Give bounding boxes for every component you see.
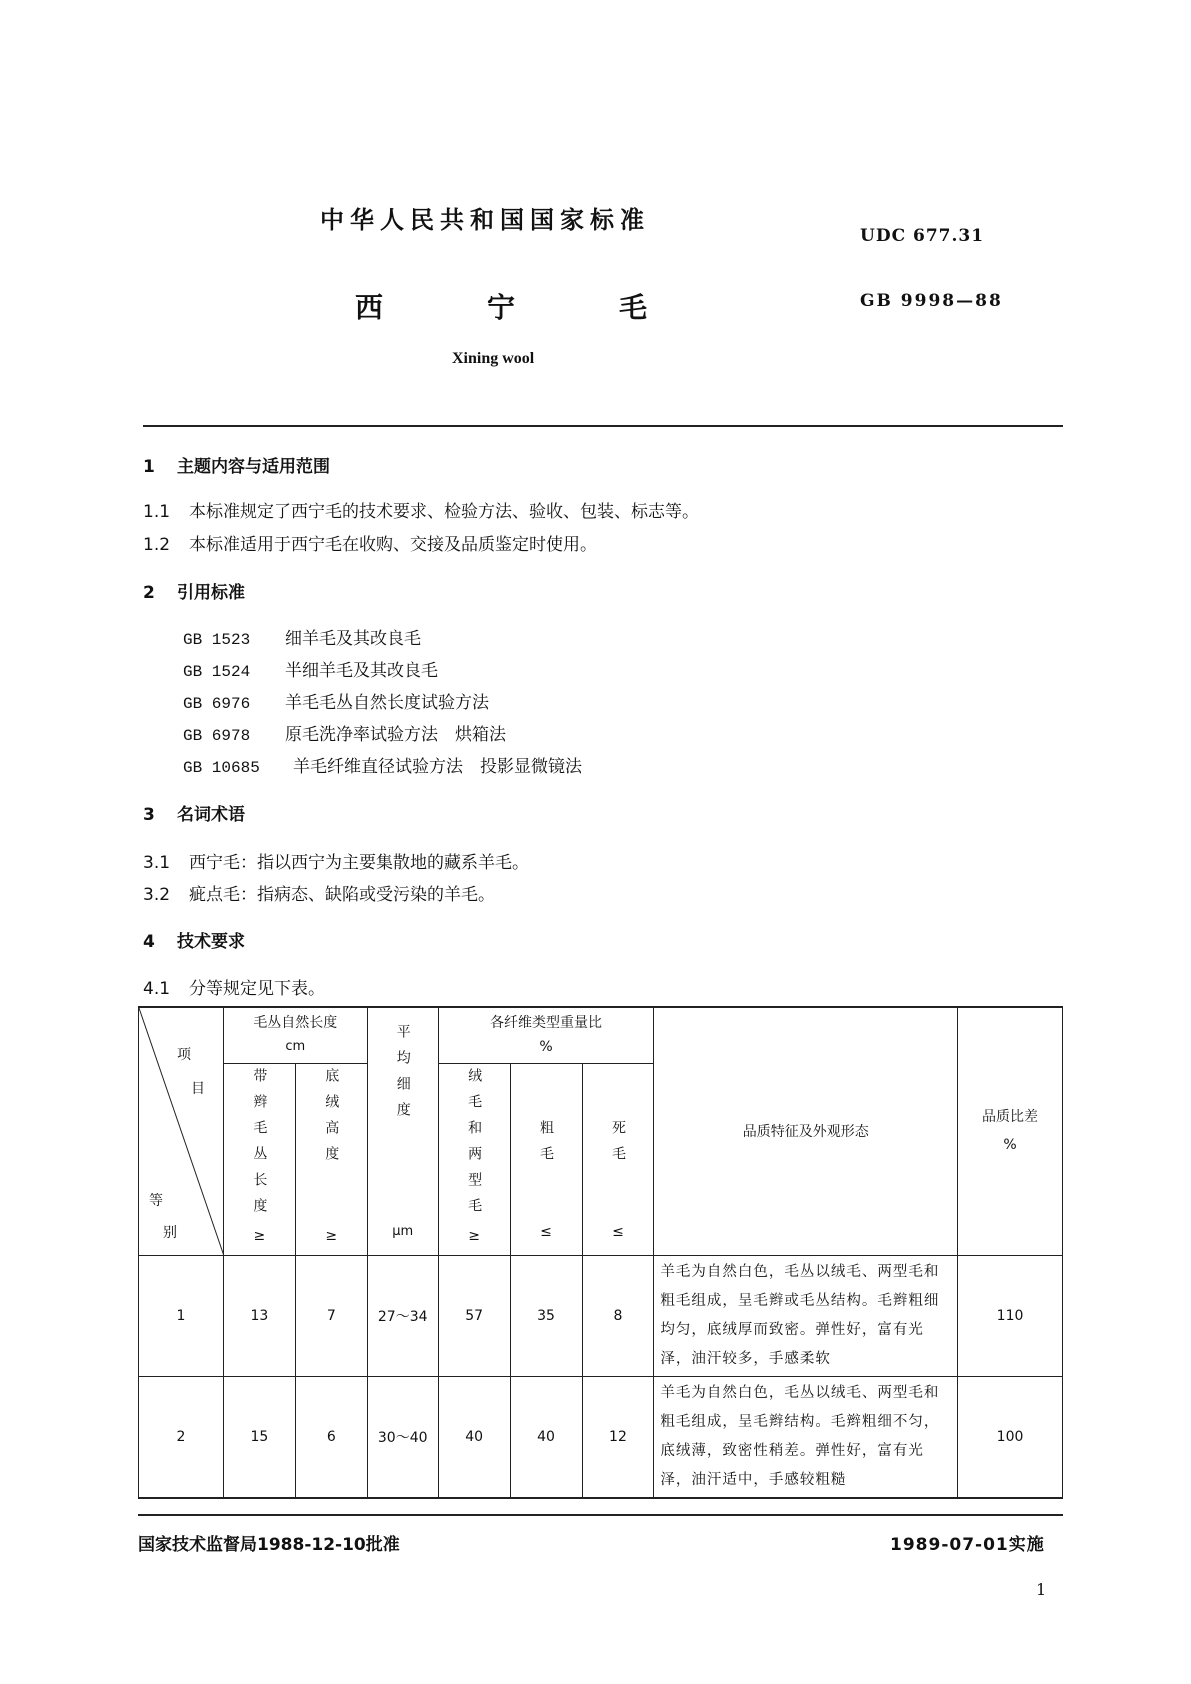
clause-text: 分等规定见下表。 [189, 979, 325, 999]
ref-title: 半细羊毛及其改良毛 [285, 661, 438, 681]
ref-item [183, 688, 489, 713]
lock-length-symbol: ≥ [253, 1227, 266, 1244]
section-title: 主题内容与适用范围 [177, 457, 330, 477]
section-1-heading [143, 452, 330, 477]
ref-title: 羊毛毛丛自然长度试验方法 [285, 693, 489, 713]
section-4-heading [143, 927, 245, 952]
fineness-unit: μm [392, 1223, 414, 1239]
length-group-unit: cm [285, 1039, 306, 1055]
down-header [438, 1063, 510, 1255]
clause-3-2 [143, 880, 495, 905]
fineness-header [367, 1007, 438, 1255]
grade-cell: 2 [139, 1376, 224, 1498]
ref-code: GB 1523 [183, 631, 251, 649]
undercoat-symbol: ≥ [325, 1227, 338, 1244]
coarse-label: 粗毛 [538, 1119, 555, 1172]
english-title: Xining wool [452, 350, 535, 367]
section-number: 3 [143, 805, 155, 825]
table-row [139, 1376, 1063, 1498]
dead-header [582, 1063, 654, 1255]
section-2-heading [143, 578, 245, 603]
undercoat-label: 底绒高度 [323, 1067, 340, 1172]
clause-number: 1.1 [143, 502, 171, 522]
dead-symbol: ≤ [612, 1223, 624, 1240]
lock-cell: 15 [223, 1376, 295, 1498]
ref-title: 原毛洗净率试验方法 烘箱法 [285, 725, 506, 745]
clause-text: 西宁毛：指以西宁为主要集散地的藏系羊毛。 [189, 853, 529, 873]
clause-number: 4.1 [143, 979, 171, 999]
clause-text: 本标准适用于西宁毛在收购、交接及品质鉴定时使用。 [189, 535, 597, 555]
dead-cell: 12 [582, 1376, 654, 1498]
title-char-2: 宁 [487, 291, 516, 324]
dead-label: 死毛 [609, 1119, 626, 1172]
dead-cell: 8 [582, 1255, 654, 1376]
grade-cell: 1 [139, 1255, 224, 1376]
under-cell: 6 [295, 1376, 367, 1498]
ref-title: 羊毛纤维直径试验方法 投影显微镜法 [293, 757, 582, 777]
down-cell: 57 [438, 1255, 510, 1376]
clause-text: 本标准规定了西宁毛的技术要求、检验方法、验收、包装、标志等。 [189, 502, 699, 522]
desc-header-label: 品质特征及外观形态 [742, 1124, 869, 1141]
clause-4-1 [143, 974, 325, 999]
undercoat-header [295, 1063, 367, 1255]
ref-code: GB 6976 [183, 695, 251, 713]
desc-cell: 羊毛为自然白色，毛丛以绒毛、两型毛和粗毛组成，呈毛辫或毛丛结构。毛辫粗细均匀，底绒厚而致密。弹性好，富有光泽，油汗较多，手感柔软 [654, 1255, 958, 1376]
ratio-header [958, 1007, 1063, 1255]
section-number: 2 [143, 583, 155, 603]
coarse-header [510, 1063, 582, 1255]
ratio-header-unit: % [1003, 1137, 1017, 1154]
section-number: 1 [143, 457, 155, 477]
clause-3-1 [143, 848, 529, 873]
down-label: 绒毛和两型毛 [466, 1067, 483, 1224]
coarse-cell: 40 [510, 1376, 582, 1498]
ref-item [183, 752, 582, 777]
lock-cell: 13 [223, 1255, 295, 1376]
section-title: 技术要求 [177, 932, 245, 952]
corner-label-bie: 别 [163, 1225, 177, 1241]
ratio-cell: 110 [958, 1255, 1063, 1376]
clause-text: 疵点毛：指病态、缺陷或受污染的羊毛。 [189, 885, 495, 905]
top-rule [143, 425, 1063, 427]
ref-code: GB 1524 [183, 663, 251, 681]
desc-header [654, 1007, 958, 1255]
section-title: 名词术语 [177, 805, 245, 825]
length-group-label: 毛丛自然长度 [253, 1015, 338, 1032]
fiber-group-header [438, 1007, 654, 1063]
udc-code: UDC 677.31 [860, 226, 985, 246]
bottom-rule [138, 1514, 1063, 1516]
fineness-label: 平均细度 [394, 1023, 411, 1128]
grading-table [138, 1006, 1063, 1499]
down-cell: 40 [438, 1376, 510, 1498]
effective-date: 1989-07-01实施 [890, 1535, 1045, 1555]
corner-label-item: 项 [177, 1047, 191, 1063]
section-3-heading [143, 800, 245, 825]
clause-number: 3.1 [143, 853, 171, 873]
clause-number: 1.2 [143, 535, 171, 555]
title-char-3: 毛 [619, 291, 648, 324]
ref-item [183, 624, 421, 649]
fineness-cell: 30～40 [367, 1376, 438, 1498]
coarse-symbol: ≤ [540, 1223, 552, 1240]
clause-1-1 [143, 497, 699, 522]
coarse-cell: 35 [510, 1255, 582, 1376]
under-cell: 7 [295, 1255, 367, 1376]
down-symbol: ≥ [468, 1227, 480, 1244]
desc-cell: 羊毛为自然白色，毛丛以绒毛、两型毛和粗毛组成，呈毛辫结构。毛辫粗细不匀，底绒薄，致密性稍差。弹性好，富有光泽，油汗适中，手感较粗糙 [654, 1376, 958, 1498]
national-standard-title: 中华人民共和国国家标准 [320, 205, 650, 234]
ratio-cell: 100 [958, 1376, 1063, 1498]
lock-length-label: 带辫毛丛长度 [251, 1067, 268, 1224]
corner-label-mu: 目 [191, 1081, 205, 1097]
fineness-cell: 27～34 [367, 1255, 438, 1376]
fiber-group-unit: % [539, 1039, 553, 1056]
ratio-header-label: 品质比差 [982, 1109, 1039, 1126]
page-number: 1 [1036, 1580, 1047, 1599]
section-title: 引用标准 [177, 583, 245, 603]
ref-code: GB 10685 [183, 759, 260, 777]
clause-number: 3.2 [143, 885, 171, 905]
lock-length-header [223, 1063, 295, 1255]
fiber-group-label: 各纤维类型重量比 [490, 1015, 603, 1032]
table-corner-cell [139, 1007, 224, 1255]
corner-label-grade: 等 [149, 1193, 163, 1209]
ref-item [183, 720, 506, 745]
gb-code: GB 9998—88 [860, 291, 1003, 311]
section-number: 4 [143, 932, 155, 952]
table-row [139, 1255, 1063, 1376]
ref-item [183, 656, 438, 681]
ref-title: 细羊毛及其改良毛 [285, 629, 421, 649]
title-char-1: 西 [355, 291, 384, 324]
clause-1-2 [143, 530, 597, 555]
length-group-header [223, 1007, 367, 1063]
ref-code: GB 6978 [183, 727, 251, 745]
approval-line: 国家技术监督局1988-12-10批准 [138, 1535, 400, 1555]
